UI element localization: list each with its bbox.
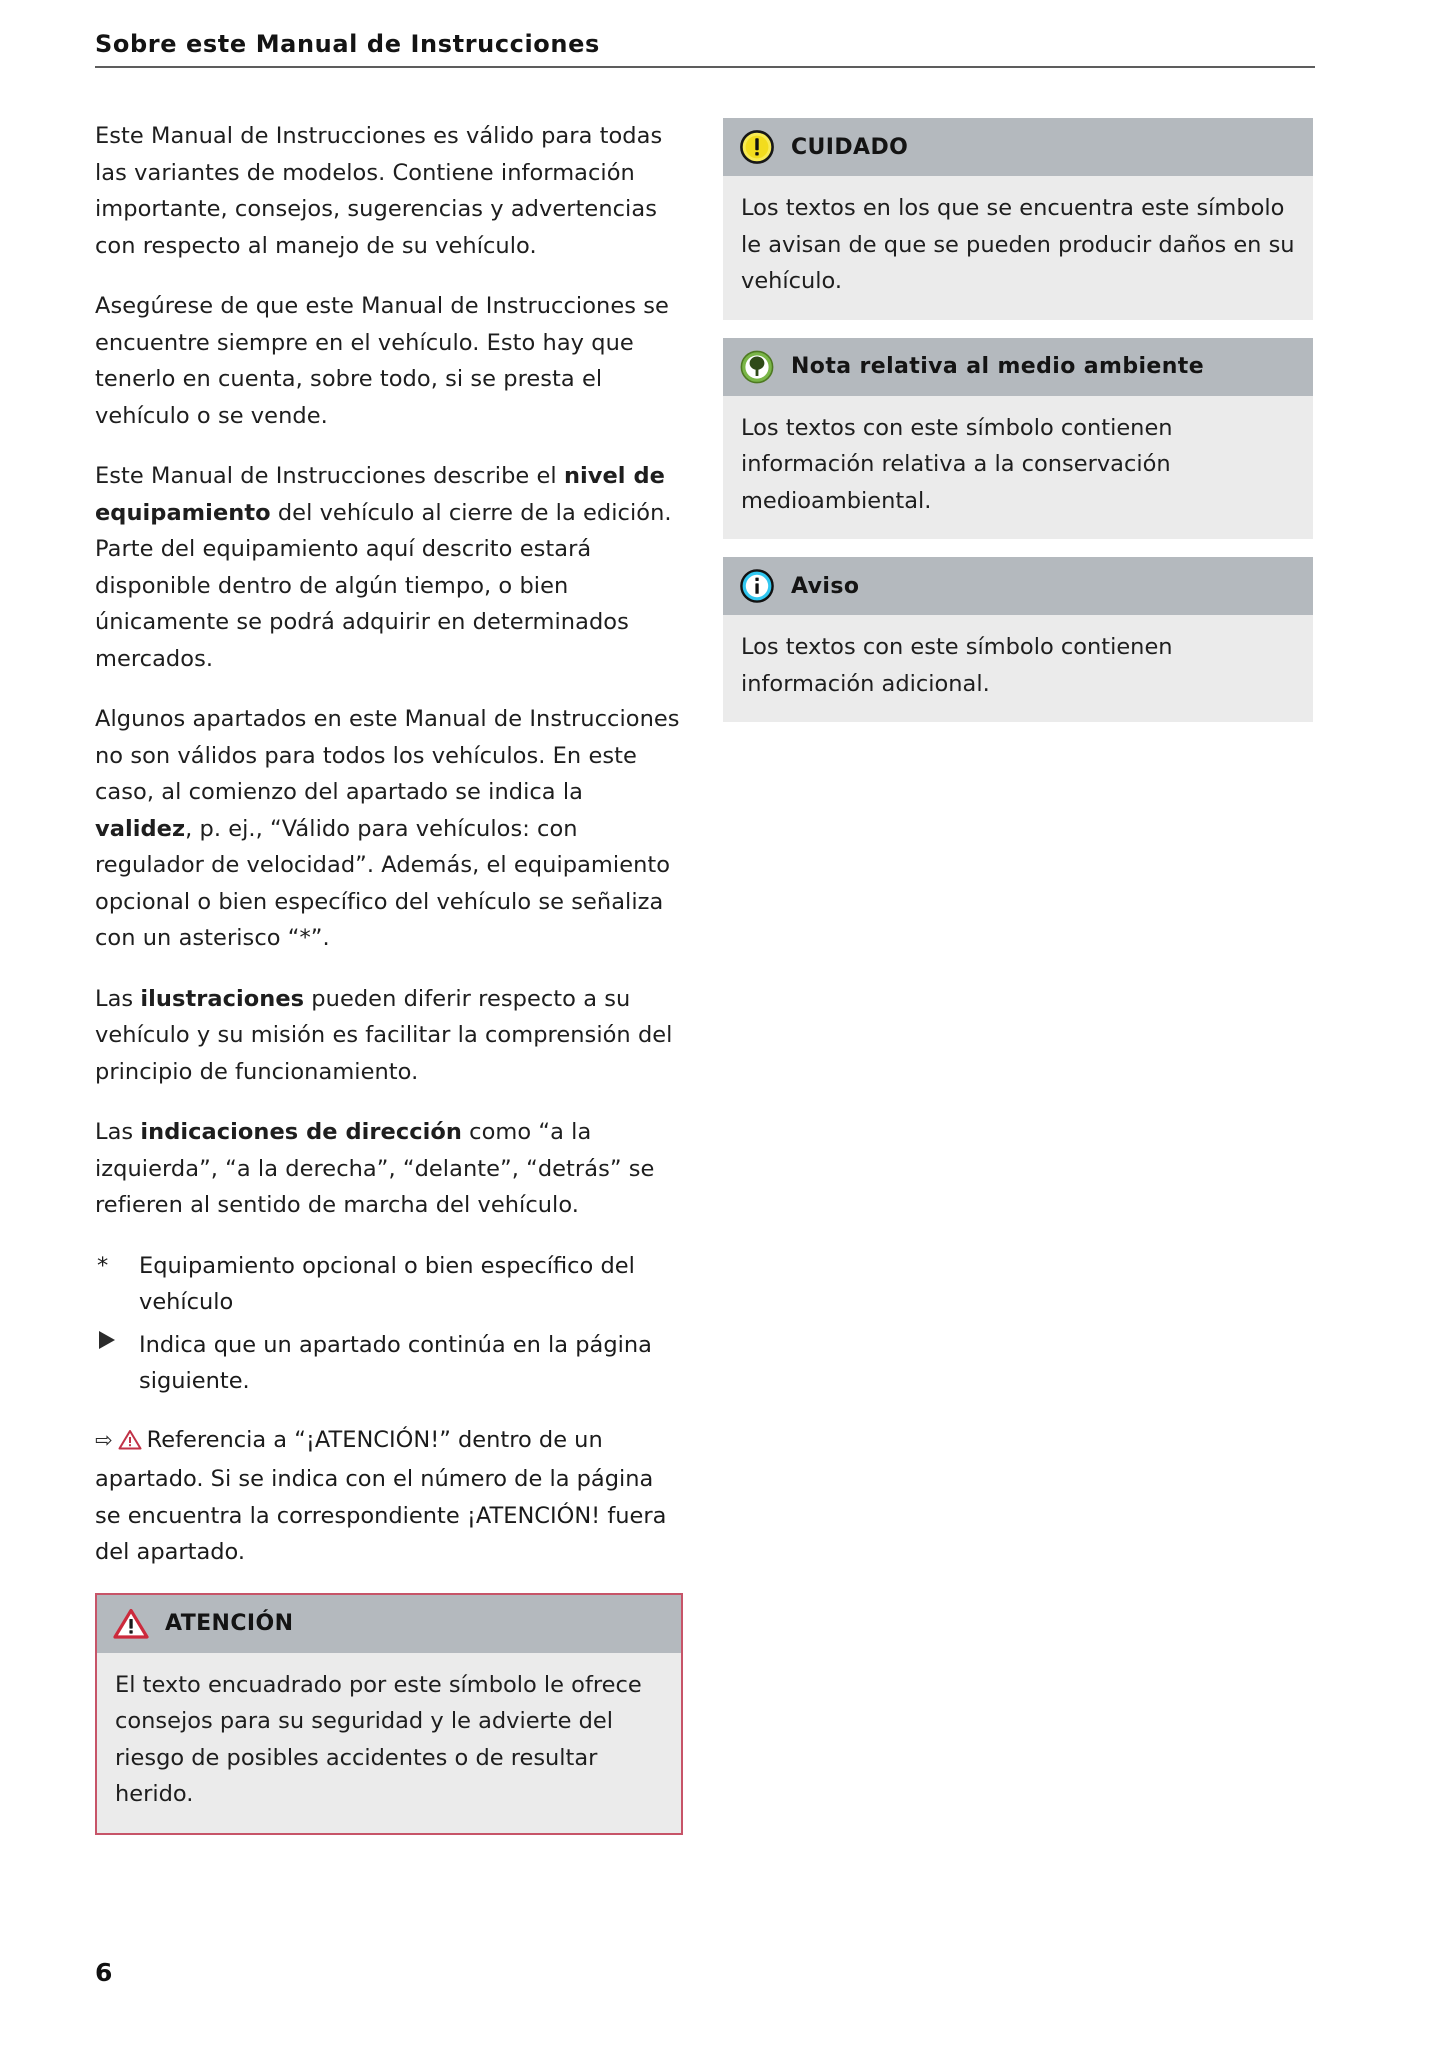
info-circle-icon <box>739 568 775 604</box>
run-emphasis: validez <box>95 815 186 842</box>
callout-aviso <box>723 557 1313 722</box>
run-text: Las <box>95 1119 141 1145</box>
reference-note-text: Referencia a “¡ATENCIÓN!” dentro de un apartado. Si se indica con el número de la página se encuentra la correspondiente ¡ATENCIÓN! fuera del apartado. <box>95 1426 667 1565</box>
callout-header <box>723 338 1313 396</box>
list-item <box>95 1248 683 1321</box>
callout-header <box>97 1595 681 1653</box>
page-title: Sobre este Manual de Instrucciones <box>95 30 600 58</box>
list-item-label: Indica que un apartado continúa en la página siguiente. <box>139 1331 652 1394</box>
run-text: , p. ej., “Válido para vehículos: con regulador de velocidad”. Además, el equipamiento opcional o bien específico del vehículo se señaliza con un asterisco “*”. <box>95 815 671 951</box>
callout-title: CUIDADO <box>791 134 909 160</box>
callout-atencion <box>95 1593 683 1835</box>
run-text: como “a la izquierda”, “a la derecha”, “delante”, “detrás” se refieren al sentido de marcha del vehículo. <box>95 1119 655 1218</box>
callout-body: Los textos en los que se encuentra este símbolo le avisan de que se pueden producir daños en su vehículo. <box>741 195 1295 294</box>
list-item <box>95 1327 683 1400</box>
symbol-legend-list <box>95 1248 683 1400</box>
run-text: Este Manual de Instrucciones describe el <box>95 463 564 489</box>
run-text: pueden diferir respecto a su vehículo y su misión es facilitar la comprensión del principio de funcionamiento. <box>95 985 673 1085</box>
asterisk-icon: * <box>97 1252 109 1279</box>
paragraph-validez <box>95 701 683 957</box>
paragraph-direcciones <box>95 1114 683 1224</box>
list-item-label: Equipamiento opcional o bien específico del vehículo <box>139 1252 635 1315</box>
reference-note <box>95 1422 683 1571</box>
run-emphasis: nivel de equipamiento <box>95 463 665 526</box>
callout-header <box>723 557 1313 615</box>
run-emphasis: indicaciones de dirección <box>140 1119 462 1145</box>
callout-body: El texto encuadrado por este símbolo le ofrece consejos para su seguridad y le advierte del riesgo de posibles accidentes o de resultar herido. <box>115 1671 642 1807</box>
left-column <box>95 118 683 1853</box>
header-divider <box>95 66 1315 68</box>
callout-title: Nota relativa al medio ambiente <box>791 354 1205 379</box>
paragraph-validity <box>95 118 683 264</box>
run-text: Este Manual de Instrucciones es válido para todas las variantes de modelos. Contiene información importante, consejos, sugerencias y advertencias con respecto al manejo de su vehículo. <box>95 123 663 259</box>
run-text: del vehículo al cierre de la edición. Parte del equipamiento aquí descrito estará disponible dentro de algún tiempo, o bien únicamente se podrá adquirir en determinados mercados. <box>95 499 672 672</box>
callout-cuidado <box>723 118 1313 320</box>
callout-body: Los textos con este símbolo contienen información adicional. <box>741 634 1173 697</box>
callout-header <box>723 118 1313 176</box>
page-header <box>95 30 1315 68</box>
run-text: Algunos apartados en este Manual de Instrucciones no son válidos para todos los vehículos. En este caso, al comienzo del apartado se indica la <box>95 706 680 805</box>
warning-triangle-icon <box>113 1606 149 1642</box>
callout-title: ATENCIÓN <box>165 1611 294 1636</box>
run-emphasis: ilustraciones <box>140 985 305 1012</box>
page-number: 6 <box>95 1958 113 1987</box>
play-triangle-icon <box>95 1327 139 1364</box>
run-text: Las <box>95 985 141 1012</box>
warning-triangle-icon <box>118 1425 142 1462</box>
right-column <box>723 118 1313 740</box>
paragraph-ilustraciones <box>95 981 683 1091</box>
callout-body: Los textos con este símbolo contienen información relativa a la conservación medioambiental. <box>741 414 1173 514</box>
run-text: Asegúrese de que este Manual de Instrucciones se encuentre siempre en el vehículo. Esto hay que tenerlo en cuenta, sobre todo, si se presta el vehículo o se vende. <box>95 293 669 429</box>
paragraph-keep-in-vehicle <box>95 288 683 434</box>
right-arrow-icon: ⇨ <box>95 1427 113 1452</box>
paragraph-equipment-level <box>95 458 683 677</box>
caution-circle-icon <box>739 129 775 165</box>
callout-medio-ambiente <box>723 338 1313 540</box>
callout-title: Aviso <box>791 573 860 599</box>
environment-tree-icon <box>739 349 775 385</box>
